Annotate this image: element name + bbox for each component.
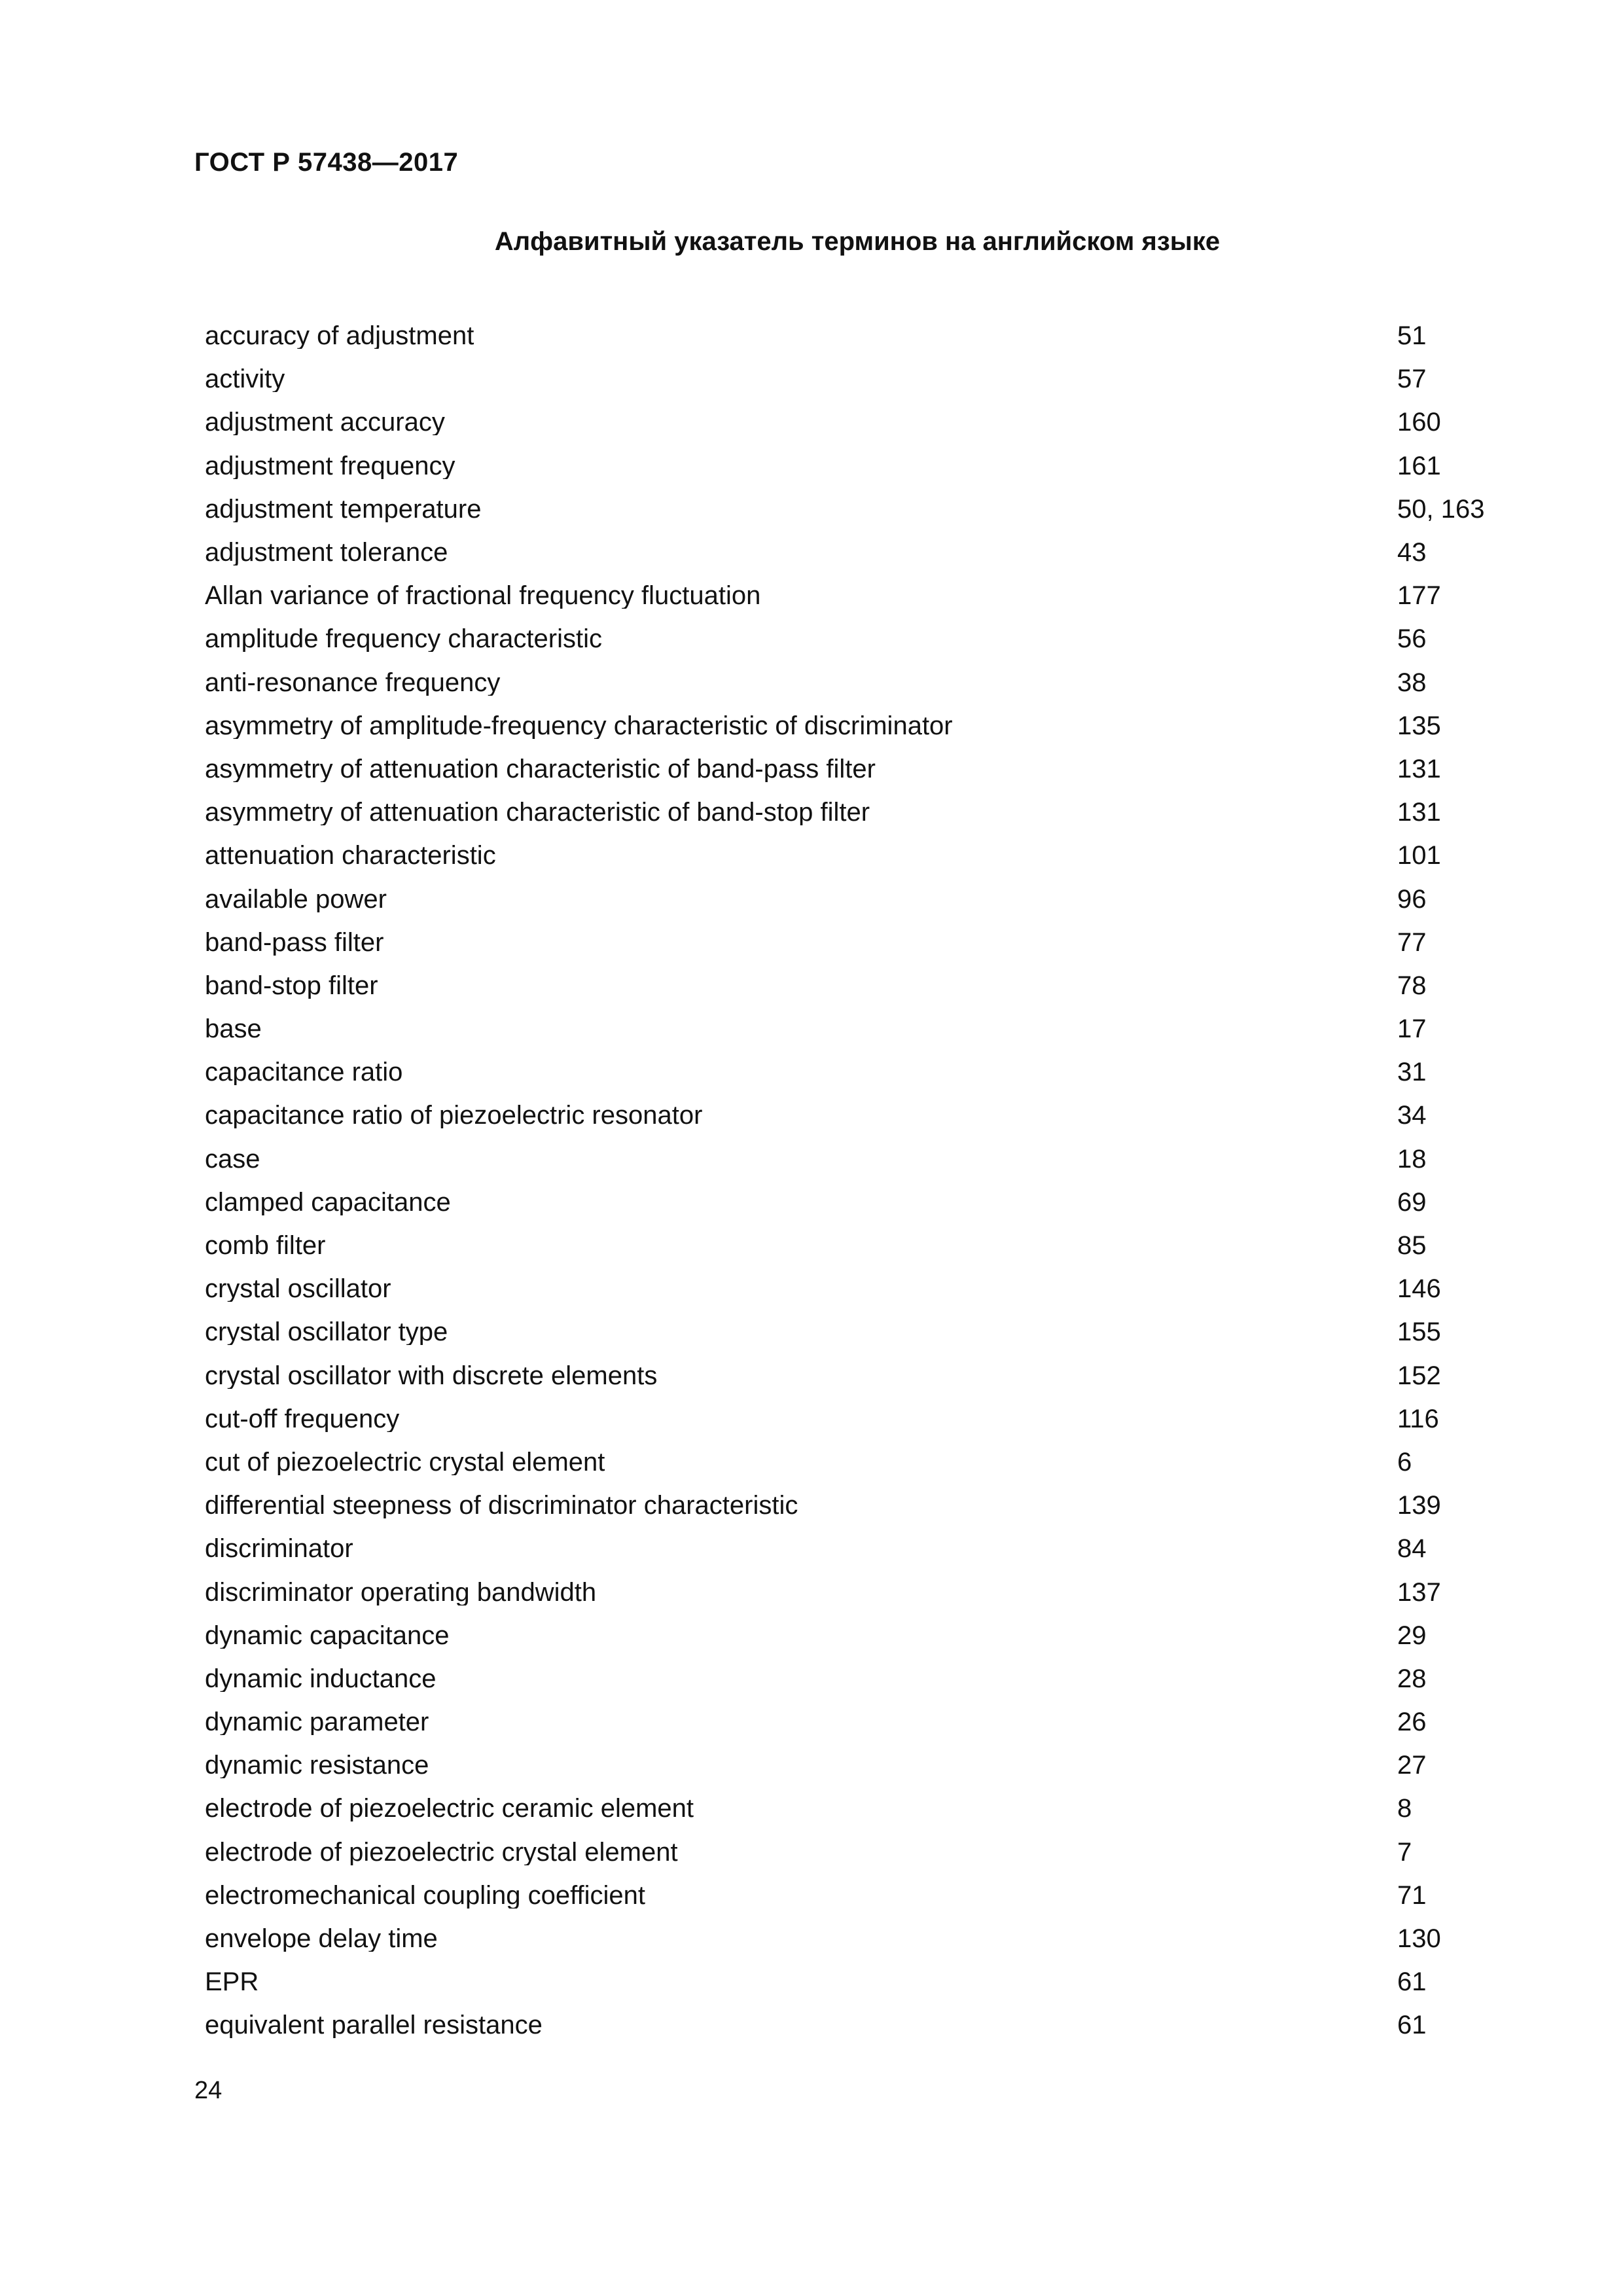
index-ref: 135 — [1397, 711, 1441, 740]
index-term: dynamic resistance — [205, 1752, 429, 1779]
index-term: accuracy of adjustment — [205, 323, 474, 350]
index-term: band-pass filter — [205, 929, 384, 956]
index-ref: 71 — [1397, 1880, 1427, 1910]
index-term: envelope delay time — [205, 1926, 438, 1952]
index-ref: 146 — [1397, 1274, 1441, 1304]
index-ref: 85 — [1397, 1231, 1427, 1261]
index-term: anti-resonance frequency — [205, 669, 501, 696]
index-term: asymmetry of attenuation characteristic of band-stop filter — [205, 799, 870, 826]
index-entry — [205, 747, 1501, 791]
index-term: equivalent parallel resistance — [205, 2012, 543, 2039]
index-term: discriminator operating bandwidth — [205, 1579, 597, 1605]
index-entry — [205, 834, 1501, 877]
index-term: asymmetry of amplitude-frequency characteristic of discriminator — [205, 712, 953, 739]
index-entry — [205, 357, 1501, 401]
index-term: crystal oscillator — [205, 1276, 391, 1302]
index-term: adjustment accuracy — [205, 409, 445, 436]
index-term: electrode of piezoelectric ceramic element — [205, 1795, 694, 1822]
index-entry — [205, 401, 1501, 444]
index-entry — [205, 791, 1501, 834]
index-ref: 26 — [1397, 1708, 1427, 1737]
index-entry — [205, 1181, 1501, 1224]
index-ref: 34 — [1397, 1101, 1427, 1130]
index-entry — [205, 704, 1501, 747]
index-ref: 61 — [1397, 2011, 1427, 2040]
index-entry — [205, 574, 1501, 617]
index-entry — [205, 1138, 1501, 1181]
index-term: available power — [205, 886, 387, 912]
index-entry — [205, 1397, 1501, 1441]
index-ref: 27 — [1397, 1751, 1427, 1780]
index-ref: 139 — [1397, 1491, 1441, 1520]
index-ref: 177 — [1397, 581, 1441, 611]
index-ref: 116 — [1397, 1404, 1439, 1433]
index-ref: 152 — [1397, 1361, 1441, 1390]
index-ref: 61 — [1397, 1967, 1427, 1997]
index-term: electromechanical coupling coefficient — [205, 1882, 645, 1909]
index-entry — [205, 1744, 1501, 1787]
index-ref: 56 — [1397, 624, 1427, 654]
index-term: case — [205, 1145, 260, 1172]
index-term: crystal oscillator type — [205, 1319, 448, 1346]
index-entry — [205, 1787, 1501, 1830]
index-entry — [205, 1484, 1501, 1527]
index-term: band-stop filter — [205, 972, 378, 999]
index-ref: 160 — [1397, 408, 1441, 437]
index-ref: 84 — [1397, 1534, 1427, 1564]
index-entry — [205, 1267, 1501, 1310]
index-entry — [205, 921, 1501, 964]
index-entry — [205, 1441, 1501, 1484]
index-term: EPR — [205, 1969, 259, 1996]
index-term: dynamic capacitance — [205, 1622, 450, 1649]
index-ref: 18 — [1397, 1144, 1427, 1174]
index-entry — [205, 314, 1501, 357]
index-entry — [205, 2003, 1501, 2047]
index-entry — [205, 964, 1501, 1007]
index-ref: 78 — [1397, 971, 1427, 1000]
index-term: cut of piezoelectric crystal element — [205, 1448, 605, 1475]
index-term: adjustment frequency — [205, 452, 455, 479]
index-term: clamped capacitance — [205, 1189, 451, 1215]
index-ref: 130 — [1397, 1924, 1441, 1954]
index-entry — [205, 1094, 1501, 1137]
index-entry — [205, 1960, 1501, 2003]
index-entry — [205, 1007, 1501, 1050]
index-ref: 101 — [1397, 841, 1441, 870]
index-ref: 51 — [1397, 321, 1427, 351]
index-ref: 43 — [1397, 538, 1427, 567]
index-term: dynamic inductance — [205, 1665, 437, 1692]
index-term: asymmetry of attenuation characteristic of band-pass filter — [205, 755, 876, 782]
index-term: Allan variance of fractional frequency fluctuation — [205, 583, 761, 609]
index-ref: 161 — [1397, 451, 1441, 480]
index-term: discriminator — [205, 1535, 353, 1562]
index-ref: 17 — [1397, 1014, 1427, 1044]
index-entry — [205, 1657, 1501, 1700]
index-entry — [205, 1527, 1501, 1570]
index-term: base — [205, 1016, 262, 1043]
index-entry — [205, 444, 1501, 488]
index-entry — [205, 1917, 1501, 1960]
index-entry — [205, 1614, 1501, 1657]
index-entry — [205, 1310, 1501, 1354]
index-entry — [205, 661, 1501, 704]
index-term: comb filter — [205, 1232, 326, 1259]
index-ref: 29 — [1397, 1621, 1427, 1650]
index-term: electrode of piezoelectric crystal element — [205, 1839, 678, 1865]
index-entry — [205, 531, 1501, 574]
index-entry — [205, 1050, 1501, 1094]
index-ref: 77 — [1397, 927, 1427, 957]
index-entry — [205, 1224, 1501, 1267]
index-term: activity — [205, 366, 285, 393]
index-term: adjustment tolerance — [205, 539, 448, 566]
term-index-list — [205, 314, 1501, 2047]
index-entry — [205, 1874, 1501, 1917]
index-ref: 8 — [1397, 1794, 1412, 1823]
index-ref: 96 — [1397, 884, 1427, 914]
index-term: differential steepness of discriminator characteristic — [205, 1492, 798, 1519]
index-term: adjustment temperature — [205, 495, 482, 522]
index-term: capacitance ratio of piezoelectric resonator — [205, 1102, 703, 1129]
index-ref: 69 — [1397, 1187, 1427, 1217]
index-term: capacitance ratio — [205, 1059, 403, 1086]
index-entry — [205, 1831, 1501, 1874]
index-ref: 57 — [1397, 365, 1427, 394]
index-title: Алфавитный указатель терминов на английском языке — [494, 227, 1221, 256]
index-entry — [205, 488, 1501, 531]
index-ref: 50, 163 — [1397, 494, 1485, 524]
index-ref: 7 — [1397, 1837, 1412, 1867]
index-entry — [205, 1570, 1501, 1613]
index-ref: 155 — [1397, 1318, 1441, 1347]
index-entry — [205, 617, 1501, 660]
index-ref: 31 — [1397, 1058, 1427, 1087]
page-number: 24 — [194, 2077, 223, 2104]
index-ref: 6 — [1397, 1447, 1412, 1477]
index-term: cut-off frequency — [205, 1405, 400, 1432]
index-term: dynamic parameter — [205, 1709, 429, 1736]
index-ref: 137 — [1397, 1577, 1441, 1607]
index-entry — [205, 877, 1501, 920]
index-entry — [205, 1354, 1501, 1397]
index-ref: 38 — [1397, 668, 1427, 697]
index-term: amplitude frequency characteristic — [205, 626, 602, 653]
index-ref: 131 — [1397, 798, 1441, 827]
index-entry — [205, 1700, 1501, 1744]
index-term: attenuation characteristic — [205, 842, 496, 869]
index-term: crystal oscillator with discrete elements — [205, 1362, 658, 1389]
index-ref: 28 — [1397, 1664, 1427, 1693]
index-ref: 131 — [1397, 754, 1441, 783]
document-code: ГОСТ Р 57438—2017 — [194, 148, 459, 177]
